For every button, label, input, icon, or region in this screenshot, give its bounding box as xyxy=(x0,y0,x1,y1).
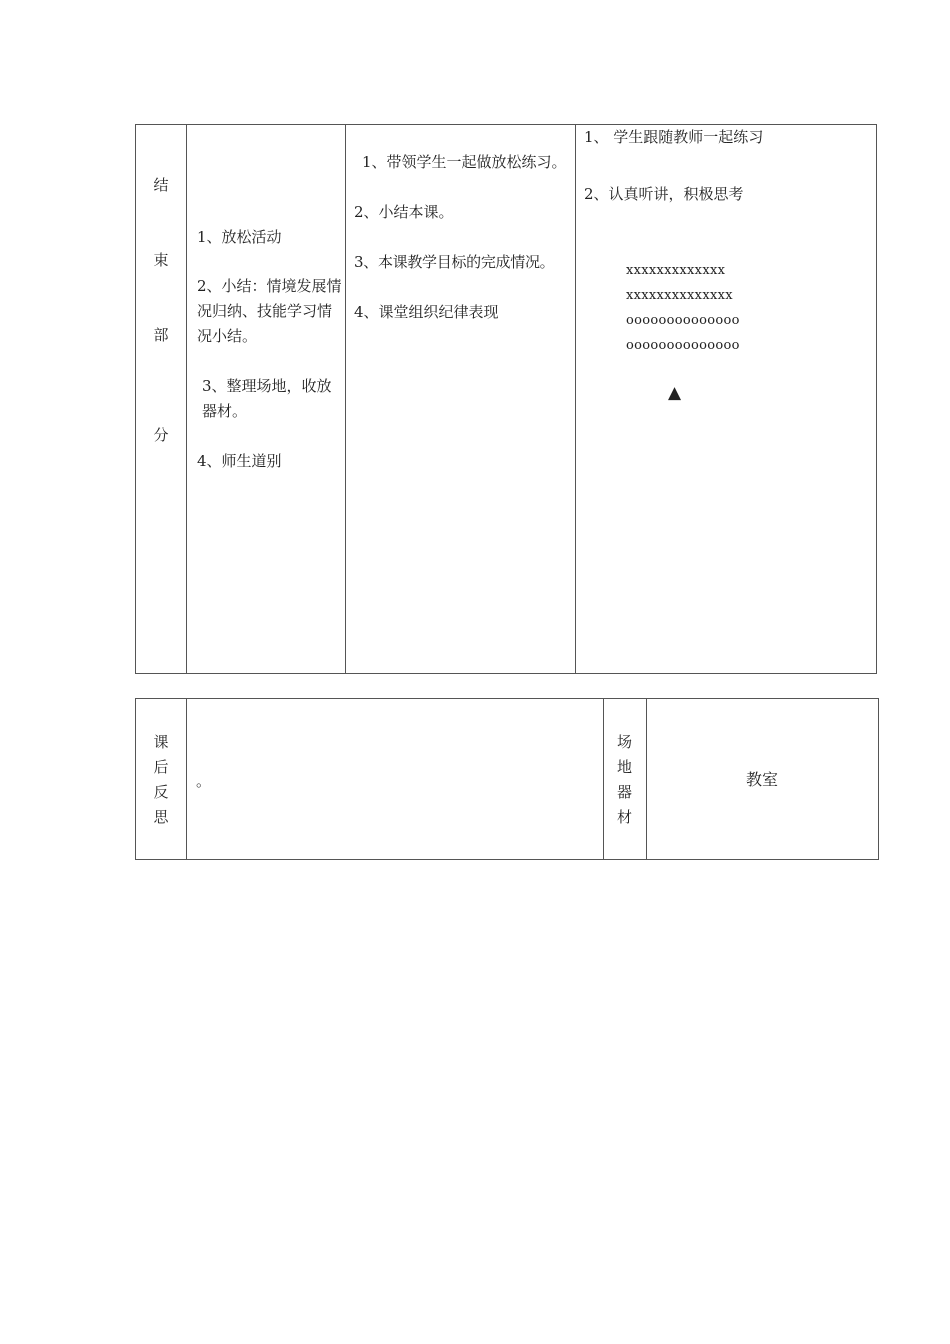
teacher-activity-item: 4、课堂组织纪律表现 xyxy=(354,303,499,321)
content-item: 4、师生道别 xyxy=(197,452,282,470)
formation-row: xxxxxxxxxxxxx xyxy=(626,263,726,278)
column-divider xyxy=(186,699,187,859)
reflection-text: 。 xyxy=(196,772,212,790)
teacher-activity-item: 2、小结本课。 xyxy=(354,203,454,221)
formation-row: oooooooooooooo xyxy=(626,338,740,353)
reflection-venue-table xyxy=(135,698,879,860)
column-divider xyxy=(575,125,576,673)
label-char: 课 xyxy=(153,733,169,751)
venue-label xyxy=(603,730,646,830)
column-divider xyxy=(345,125,346,673)
content-item: 1、放松活动 xyxy=(197,228,282,246)
content-item: 3、整理场地，收放器材。 xyxy=(202,377,332,420)
student-activity-item: 1、 学生跟随教师一起练习 xyxy=(584,128,764,146)
reflection-label xyxy=(136,730,186,830)
label-char: 反 xyxy=(153,783,169,801)
label-char: 后 xyxy=(153,758,169,776)
formation-row: oooooooooooooo xyxy=(626,313,740,328)
section-char: 束 xyxy=(153,251,169,269)
label-char: 器 xyxy=(616,783,632,801)
label-char: 思 xyxy=(153,808,169,826)
venue-value: 教室 xyxy=(745,770,778,789)
section-char: 部 xyxy=(153,326,169,344)
student-activity-item: 2、认真听讲，积极思考 xyxy=(584,185,744,203)
label-char: 场 xyxy=(616,733,632,751)
lesson-closing-table xyxy=(135,124,877,674)
section-char: 结 xyxy=(153,176,169,194)
column-divider xyxy=(186,125,187,673)
section-label xyxy=(136,173,186,448)
teacher-position-icon: ▲ xyxy=(668,383,682,403)
section-char: 分 xyxy=(153,426,169,444)
teacher-activity-item: 3、本课教学目标的完成情况。 xyxy=(354,253,555,271)
label-char: 地 xyxy=(616,758,632,776)
label-char: 材 xyxy=(616,808,632,826)
teacher-activity-item: 1、带领学生一起做放松练习。 xyxy=(362,153,567,171)
formation-row: xxxxxxxxxxxxxx xyxy=(626,288,733,303)
content-item: 2、小结：情境发展情况归纳、技能学习情况小结。 xyxy=(197,277,342,345)
